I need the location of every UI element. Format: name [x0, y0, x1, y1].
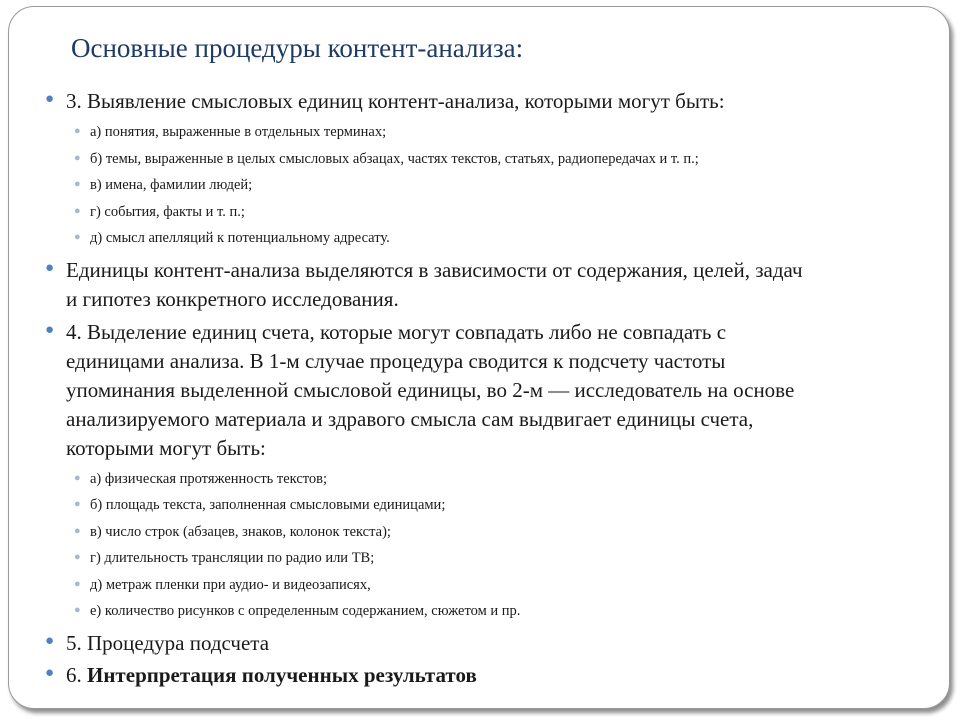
sub-bullet-icon: ● — [74, 204, 81, 217]
sub-bullet-icon: ● — [74, 551, 81, 563]
sub-bullet-icon: ● — [74, 498, 81, 510]
sub-bullet-text: б) темы, выраженные в целых смысловых абзацах, частях текстов, статьях, радиопередачах и т. п.; — [90, 150, 699, 167]
sub-bullet-item — [45, 598, 925, 625]
sub-bullet-text: в) число строк (абзацев, знаков, колонок текста); — [90, 523, 391, 540]
item-4-line: которыми могут быть: — [66, 435, 266, 460]
item-4-line: единицами анализа. В 1-м случае процедура сводится к подсчету частоты — [66, 348, 726, 373]
bullet-units-note — [45, 256, 925, 314]
sub-bullet-item — [45, 225, 925, 252]
bullet-item-6-bold-text: Интерпретация полученных результатов — [87, 662, 477, 687]
item-4-sublist — [45, 466, 925, 625]
item-4-line: упоминания выделенной смысловой единицы, во 2-м — исследователь на основе — [66, 377, 795, 402]
sub-bullet-text: а) понятия, выраженные в отдельных терминах; — [90, 124, 387, 140]
sub-bullet-icon: ● — [74, 125, 81, 137]
sub-bullet-icon: ● — [74, 524, 81, 537]
units-note-line: Единицы контент-анализа выделяются в зависимости от содержания, целей, задач — [66, 257, 803, 282]
bullet-icon: ● — [45, 664, 55, 681]
sub-bullet-icon: ● — [74, 231, 81, 243]
sub-bullet-text: е) количество рисунков с определенным содержанием, сюжетом и пр. — [90, 603, 521, 619]
sub-bullet-icon: ● — [74, 577, 81, 590]
sub-bullet-item — [45, 119, 925, 146]
sub-bullet-item — [45, 146, 925, 173]
sub-bullet-text: г) события, факты и т. п.; — [90, 203, 245, 220]
item-4-line: 4. Выделение единиц счета, которые могут совпадать либо не совпадать с — [66, 319, 727, 344]
slide-content — [45, 87, 925, 693]
sub-bullet-text: д) смысл апелляций к потенциальному адресату. — [90, 230, 390, 246]
sub-bullet-icon: ● — [74, 151, 81, 164]
sub-bullet-text: в) имена, фамилии людей; — [90, 177, 253, 193]
bullet-item-6-prefix: 6. — [66, 662, 87, 687]
sub-bullet-icon: ● — [74, 604, 81, 616]
sub-bullet-item — [45, 492, 925, 519]
bullet-item-4 — [45, 318, 925, 463]
bullet-item-6 — [45, 661, 925, 690]
bullet-icon: ● — [45, 632, 55, 649]
sub-bullet-text: б) площадь текста, заполненная смысловыми единицами; — [90, 497, 446, 513]
sub-bullet-item — [45, 545, 925, 572]
sub-bullet-icon: ● — [74, 178, 81, 190]
sub-bullet-item — [45, 172, 925, 199]
sub-bullet-item — [45, 199, 925, 226]
bullet-item-3-text: 3. Выявление смысловых единиц контент-анализа, которыми могут быть: — [66, 89, 725, 113]
bullet-item-3 — [45, 87, 925, 116]
bullet-item-5-text: 5. Процедура подсчета — [66, 630, 270, 655]
sub-bullet-text: а) физическая протяженность текстов; — [90, 470, 328, 487]
bullet-icon: ● — [45, 259, 55, 276]
item-3-sublist — [45, 119, 925, 252]
item-4-line: анализируемого материала и здравого смысла сам выдвигает единицы счета, — [66, 406, 754, 431]
units-note-line: и гипотез конкретного исследования. — [66, 286, 399, 311]
slide-frame — [8, 6, 950, 709]
bullet-icon: ● — [45, 91, 55, 107]
bullet-icon: ● — [45, 321, 55, 338]
slide-title: Основные процедуры контент-анализа: — [71, 33, 524, 63]
sub-bullet-item — [45, 572, 925, 599]
sub-bullet-text: г) длительность трансляции по радио или ТВ; — [90, 550, 375, 566]
bullet-item-5 — [45, 629, 925, 658]
sub-bullet-text: д) метраж пленки при аудио- и видеозаписях, — [90, 576, 371, 593]
sub-bullet-item — [45, 519, 925, 546]
sub-bullet-icon: ● — [74, 471, 81, 484]
sub-bullet-item — [45, 466, 925, 493]
